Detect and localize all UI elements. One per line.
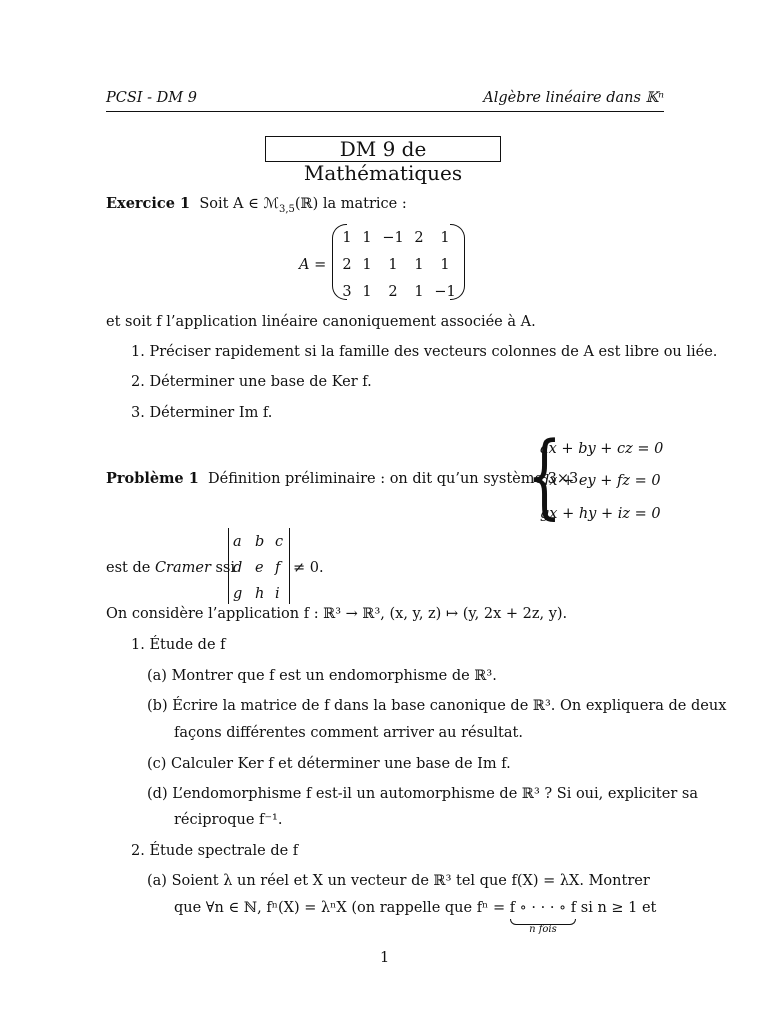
det-neq: ≠ 0. bbox=[293, 560, 324, 576]
matrix-cell: 1 bbox=[362, 257, 372, 273]
det-cell: i bbox=[275, 586, 280, 602]
det-cell: c bbox=[275, 534, 284, 550]
det-cell: e bbox=[255, 560, 264, 576]
question-1b-line1: (b) Écrire la matrice de f dans la base canonique de ℝ³. On expliquera de deux bbox=[147, 698, 727, 714]
exercise-1-question-3: 3. Déterminer Im f. bbox=[131, 405, 273, 421]
application-def: On considère l’application f : ℝ³ → ℝ³, (x, y, z) ↦ (y, 2x + 2z, y). bbox=[106, 606, 568, 622]
matrix-cell: 2 bbox=[342, 257, 352, 273]
matrix-cell: 3 bbox=[342, 284, 352, 300]
det-cell: d bbox=[233, 560, 243, 576]
matrix-cell: 1 bbox=[414, 257, 424, 273]
matrix-cell: 1 bbox=[440, 230, 450, 246]
exercise-1-sub: 3,5 bbox=[278, 203, 295, 215]
matrix-cell: 1 bbox=[342, 230, 352, 246]
page-title: DM 9 de Mathématiques bbox=[265, 136, 501, 162]
exercise-1-intro bbox=[106, 195, 407, 215]
question-1d-line2: réciproque f⁻¹. bbox=[174, 812, 283, 828]
exercise-1-label: Exercice 1 bbox=[106, 195, 191, 212]
problem-1-label: Problème 1 bbox=[106, 470, 199, 487]
determinant bbox=[228, 528, 290, 604]
det-cell: g bbox=[233, 586, 243, 602]
page-number: 1 bbox=[380, 950, 390, 966]
cramer-text bbox=[106, 560, 235, 576]
system-eq-1: ax + by + cz = 0 bbox=[540, 441, 664, 457]
question-2a-line2 bbox=[174, 900, 657, 935]
question-2a-post: si n ≥ 1 et bbox=[576, 900, 657, 916]
matrix-cell: 1 bbox=[362, 230, 372, 246]
question-1d-line1: (d) L’endomorphisme f est-il un automorphisme de ℝ³ ? Si oui, expliciter sa bbox=[147, 786, 698, 802]
exercise-1-question-2: 2. Déterminer une base de Ker f. bbox=[131, 374, 372, 390]
exercise-1-text: Soit A ∈ ℳ bbox=[199, 196, 279, 212]
det-cell: a bbox=[233, 534, 242, 550]
matrix-cell: 2 bbox=[414, 230, 424, 246]
composition-text: f ∘ · · · ∘ f bbox=[509, 900, 577, 916]
question-1c: (c) Calculer Ker f et déterminer une base de Im f. bbox=[147, 756, 511, 772]
composition-group bbox=[509, 900, 577, 935]
n-fois-label: n fois bbox=[529, 924, 557, 935]
system-eq-3: gx + hy + iz = 0 bbox=[540, 506, 661, 522]
det-cell: b bbox=[255, 534, 265, 550]
section-1: 1. Étude de f bbox=[131, 637, 226, 653]
cramer-pre: est de bbox=[106, 560, 155, 576]
cramer-word: Cramer bbox=[154, 560, 211, 576]
det-cell: h bbox=[255, 586, 265, 602]
header-left: PCSI - DM 9 bbox=[106, 90, 197, 106]
section-2: 2. Étude spectrale de f bbox=[131, 843, 299, 859]
matrix-cell: 2 bbox=[388, 284, 398, 300]
question-2a-pre: que ∀n ∈ ℕ, fⁿ(X) = λⁿX (on rappelle que fⁿ = bbox=[174, 900, 510, 916]
matrix-cell: −1 bbox=[434, 284, 456, 300]
question-2a-line1: (a) Soient λ un réel et X un vecteur de ℝ³ tel que f(X) = λX. Montrer bbox=[147, 873, 650, 889]
exercise-1-text-end: (ℝ) la matrice : bbox=[294, 196, 407, 212]
system-brace: { bbox=[526, 422, 562, 529]
system-eq-2: dx + ey + fz = 0 bbox=[540, 473, 661, 489]
question-1a: (a) Montrer que f est un endomorphisme de ℝ³. bbox=[147, 668, 497, 684]
problem-1-intro bbox=[106, 470, 578, 487]
problem-1-definition: Définition préliminaire : on dit qu’un système 3×3 bbox=[208, 471, 579, 487]
matrix-A bbox=[334, 230, 464, 300]
matrix-cell: 1 bbox=[388, 257, 398, 273]
exercise-1-after: et soit f l’application linéaire canoniquement associée à A. bbox=[106, 314, 536, 330]
matrix-cell: 1 bbox=[362, 284, 372, 300]
header-right: Algèbre linéaire dans 𝕂ⁿ bbox=[483, 90, 664, 106]
matrix-label: A = bbox=[299, 257, 327, 273]
matrix-cell: 1 bbox=[440, 257, 450, 273]
matrix-cell: −1 bbox=[382, 230, 404, 246]
header-rule bbox=[106, 111, 664, 112]
det-cell: f bbox=[275, 560, 281, 576]
exercise-1-question-1: 1. Préciser rapidement si la famille des vecteurs colonnes de A est libre ou liée. bbox=[131, 344, 718, 360]
question-1b-line2: façons différentes comment arriver au résultat. bbox=[174, 725, 523, 741]
matrix-cell: 1 bbox=[414, 284, 424, 300]
cramer-post: ssi bbox=[210, 560, 236, 576]
